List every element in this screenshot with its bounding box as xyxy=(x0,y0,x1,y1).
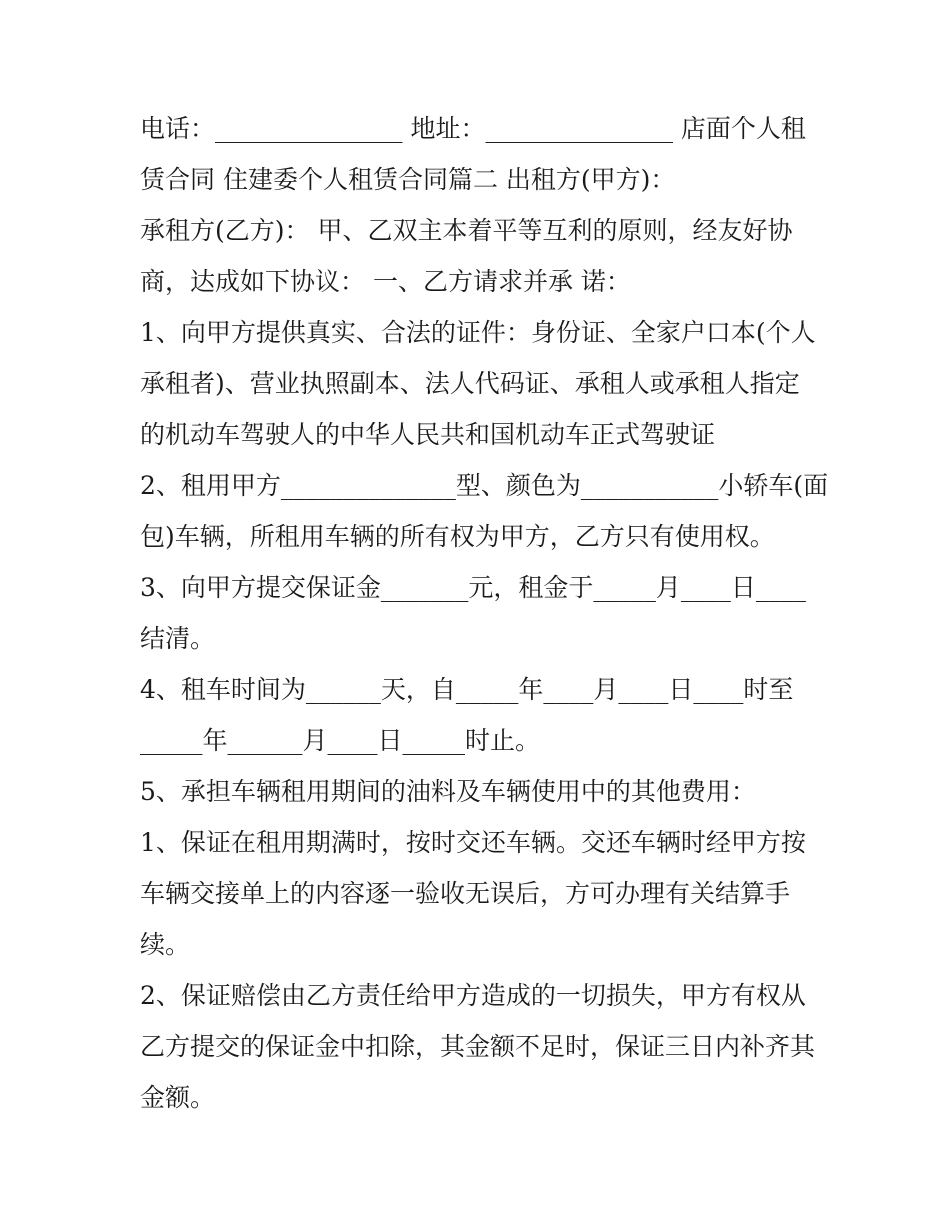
text-line: 结清。 xyxy=(140,624,216,653)
text-line: 电话：_______________ 地址：_______________ 店面个人租 xyxy=(140,114,806,143)
text-line: 商，达成如下协议： 一、乙方请求并承 诺： xyxy=(140,267,631,296)
text-line: 5、承担车辆租用期间的油料及车辆使用中的其他费用： xyxy=(140,777,756,806)
text-line: 承租者)、营业执照副本、法人代码证、承租人或承租人指定 xyxy=(140,369,800,398)
text-line: _____年______月____日_____时止。 xyxy=(140,726,541,755)
text-line: 的机动车驾驶人的中华人民共和国机动车正式驾驶证 xyxy=(140,420,716,449)
text-line: 3、向甲方提交保证金_______元，租金于_____月____日____ xyxy=(140,573,806,602)
text-line: 续。 xyxy=(140,930,191,959)
text-line: 1、保证在租用期满时，按时交还车辆。交还车辆时经甲方按 xyxy=(140,828,806,857)
text-line: 承租方(乙方)： 甲、乙双主本着平等互利的原则，经友好协 xyxy=(140,216,793,245)
text-line: 乙方提交的保证金中扣除，其金额不足时，保证三日内补齐其 xyxy=(140,1032,816,1061)
text-line: 4、租车时间为______天，自_____年____月____日____时至 xyxy=(140,675,794,704)
text-line: 车辆交接单上的内容逐一验收无误后，方可办理有关结算手 xyxy=(140,879,791,908)
contract-body-text xyxy=(140,103,829,1123)
text-line: 赁合同 住建委个人租赁合同篇二 出租方(甲方)： xyxy=(140,165,676,194)
text-line: 1、向甲方提供真实、合法的证件：身份证、全家户口本(个人 xyxy=(140,318,816,347)
text-line: 2、租用甲方______________型、颜色为___________小轿车(面 xyxy=(140,471,829,500)
text-line: 金额。 xyxy=(140,1083,216,1112)
text-line: 2、保证赔偿由乙方责任给甲方造成的一切损失，甲方有权从 xyxy=(140,981,806,1010)
text-line: 包)车辆，所租用车辆的所有权为甲方，乙方只有使用权。 xyxy=(140,522,775,551)
